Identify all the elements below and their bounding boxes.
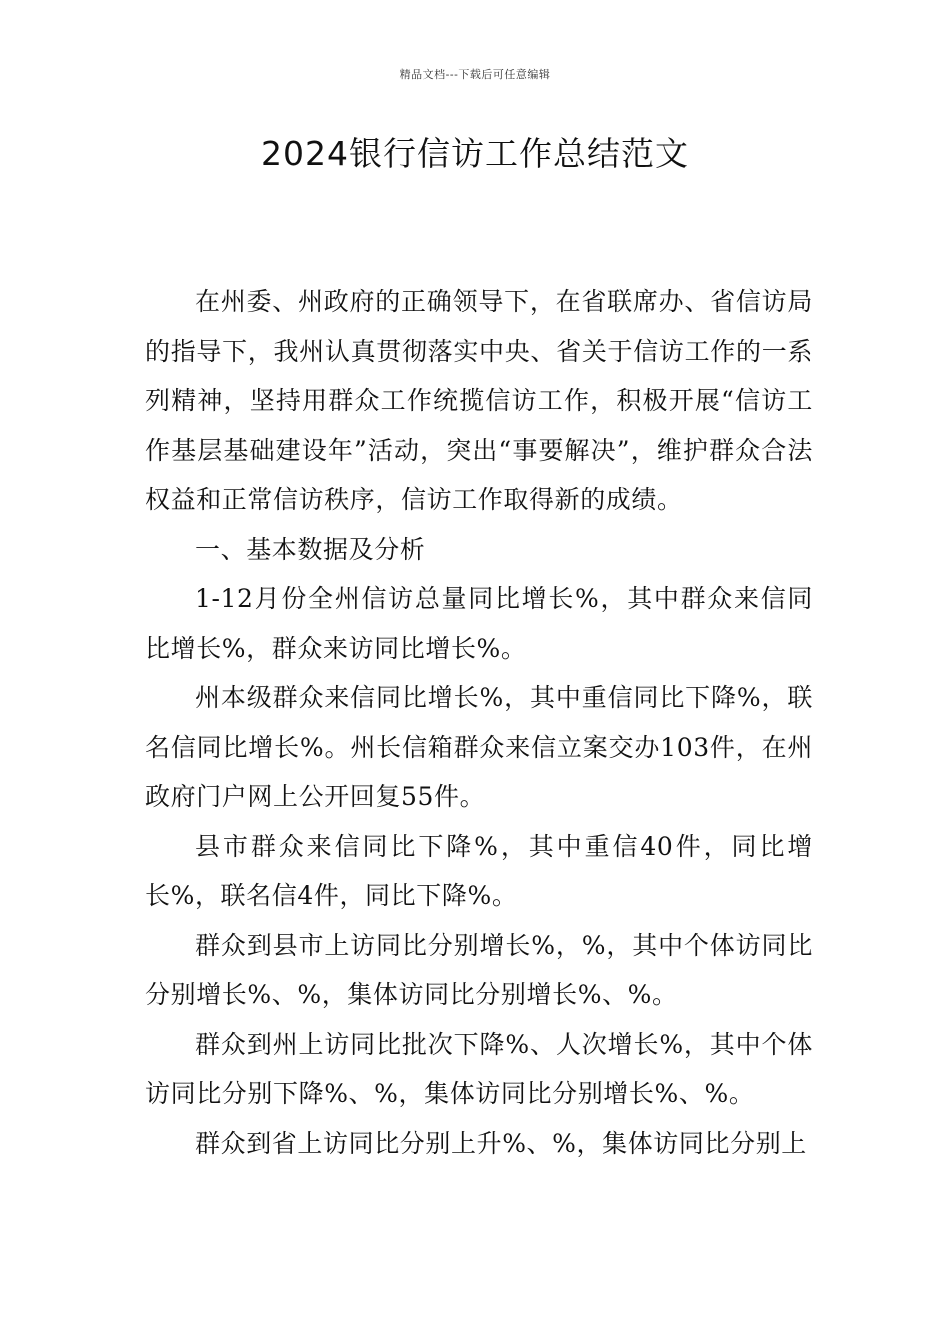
paragraph-county-visits: 群众到县市上访同比分别增长%，%，其中个体访同比分别增长%、%，集体访同比分别增长%、%。 <box>145 930 813 1009</box>
header-note: 精品文档---下载后可任意编辑 <box>399 68 551 81</box>
paragraph-prefecture-visits: 群众到州上访同比批次下降%、人次增长%，其中个体访同比分别下降%、%，集体访同比分别增长%、%。 <box>145 1029 813 1108</box>
paragraph-county-letters: 县市群众来信同比下降%，其中重信40件，同比增长%，联名信4件，同比下降%。 <box>145 831 813 910</box>
paragraph-prefecture-letters: 州本级群众来信同比增长%，其中重信同比下降%，联名信同比增长%。州长信箱群众来信立案交办103件，在州政府门户网上公开回复55件。 <box>145 683 813 811</box>
paragraph-province-visits: 群众到省上访同比分别上升%、%，集体访同比分别上 <box>195 1128 807 1158</box>
paragraph-intro: 在州委、州政府的正确领导下，在省联席办、省信访局的指导下，我州认真贯彻落实中央、省关于信访工作的一系列精神，坚持用群众工作统揽信访工作，积极开展“信访工作基层基础建设年”活动，突出“事要解决”，维护群众合法权益和正常信访秩序，信访工作取得新的成绩。 <box>145 287 813 514</box>
paragraph-total: 1-12月份全州信访总量同比增长%，其中群众来信同比增长%，群众来访同比增长%。 <box>145 584 813 663</box>
page-title: 2024银行信访工作总结范文 <box>261 134 689 173</box>
document-body <box>145 277 813 1168</box>
section-heading: 一、基本数据及分析 <box>195 534 426 564</box>
